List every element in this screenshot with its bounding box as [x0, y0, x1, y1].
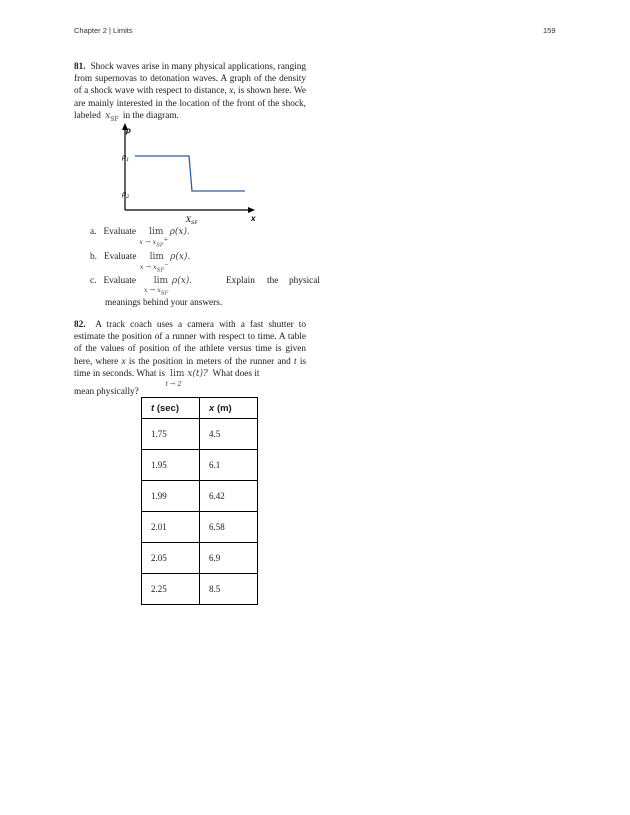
- table-header-row: [142, 398, 258, 419]
- time-cell: 1.75: [142, 419, 200, 450]
- limit-expression: lim t → 2: [165, 368, 185, 388]
- table-row: [142, 419, 258, 450]
- table-row: [142, 574, 258, 605]
- header-position: x (m): [200, 398, 258, 419]
- page-number: 159: [543, 26, 556, 35]
- time-cell: 1.95: [142, 450, 200, 481]
- x-axis-arrow: [248, 207, 255, 213]
- part-c-line2: meanings behind your answers.: [105, 298, 223, 308]
- chapter-header: Chapter 2 | Limits: [74, 26, 133, 35]
- rho2-label: $\rho_2$: [122, 190, 130, 200]
- position-cell: 6.1: [200, 450, 258, 481]
- position-cell: 6.42: [200, 481, 258, 512]
- part-a: a. Evaluate lim $x \to x_{SF}^+$ ρ(x).: [90, 227, 190, 249]
- problem-82-text-end: mean physically?: [74, 387, 139, 397]
- header-time: t (sec): [142, 398, 200, 419]
- part-c: c. Evaluate lim $x \to x_{SF}$ ρ(x). Explain the physical: [90, 276, 320, 297]
- position-cell: 6.58: [200, 512, 258, 543]
- rho1-label: $\rho_1$: [122, 153, 130, 163]
- density-curve: [135, 156, 245, 191]
- position-cell: 8.5: [200, 574, 258, 605]
- xsf-label: $X_{SF}$: [186, 216, 198, 226]
- table-row: [142, 481, 258, 512]
- problem-81-number: 81.: [74, 62, 86, 72]
- shock-density-graph: [110, 120, 270, 230]
- problem-81-text: 81. Shock waves arise in many physical applications, ranging from supernovas to detonation waves. A graph of the density of a shock wave with respect to distance, x, is shown here. We are mainly interested in the location of the front of the shock, labeled $x_{SF}$ in the diagram.: [74, 62, 306, 123]
- time-cell: 2.01: [142, 512, 200, 543]
- table-row: [142, 512, 258, 543]
- time-cell: 2.05: [142, 543, 200, 574]
- table-row: [142, 450, 258, 481]
- position-cell: 6.9: [200, 543, 258, 574]
- time-cell: 2.25: [142, 574, 200, 605]
- position-cell: 4.5: [200, 419, 258, 450]
- time-cell: 1.99: [142, 481, 200, 512]
- position-time-table: [141, 397, 258, 605]
- label-xsf: $x_{SF}$: [105, 110, 119, 123]
- x-axis-label: x: [251, 214, 256, 223]
- problem-82-number: 82.: [74, 320, 86, 330]
- table-row: [142, 543, 258, 574]
- problem-82-text: 82. A track coach uses a camera with a fast shutter to estimate the position of a runner with respect to time. A table of the values of position of the athlete versus time is given here, where x is the position in meters of the runner and t is time in seconds. What is lim t → 2 x(t)? What does it: [74, 320, 307, 388]
- y-axis-label: ρ: [126, 126, 131, 135]
- part-b: b. Evaluate lim $x \to x_{SF}^-$ ρ(x).: [90, 252, 191, 274]
